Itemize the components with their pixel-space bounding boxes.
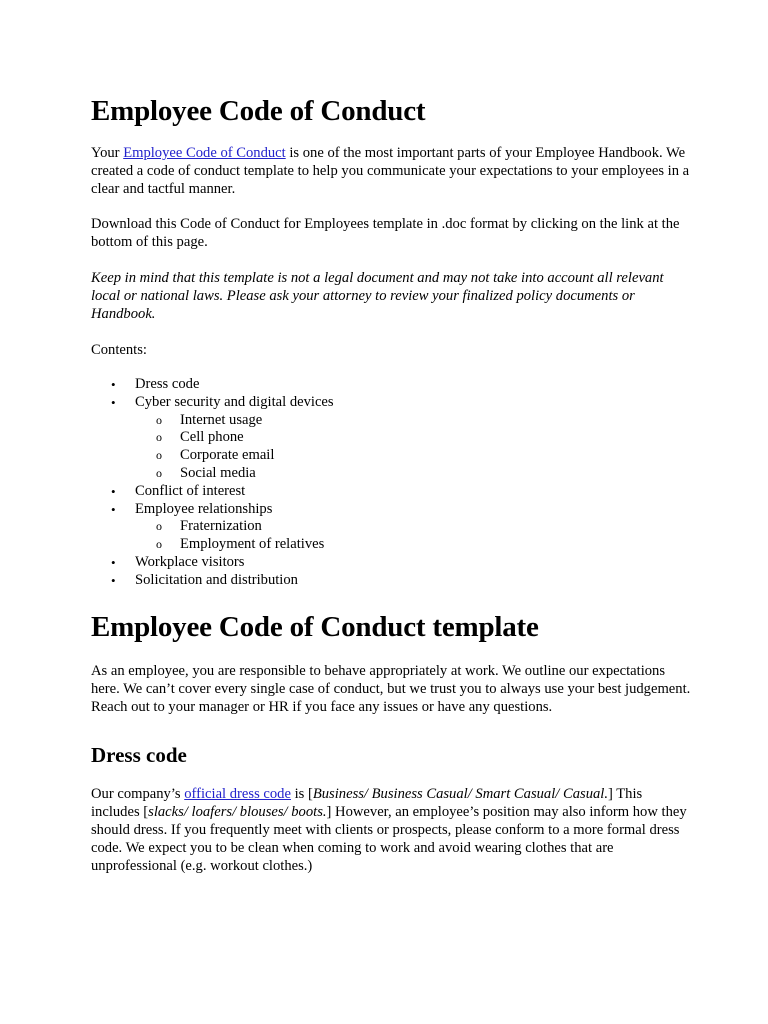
contents-item [91, 554, 691, 572]
contents-item-label: Conflict of interest [135, 482, 246, 499]
code-of-conduct-link[interactable]: Employee Code of Conduct [123, 145, 286, 161]
contents-sublist [91, 518, 691, 554]
contents-subitem-label: Social media [180, 464, 256, 481]
dress-options: Business/ Business Casual/ Smart Casual/ Casual. [312, 785, 608, 802]
bullet-icon: • [111, 501, 116, 517]
contents-sublist-wrapper [91, 518, 691, 554]
template-paragraph: As an employee, you are responsible to behave appropriately at work. We outline our expectations here. We can’t cover every single case of conduct, but we trust you to always use your best judgement. Reach out to your manager or HR if you face any issues or have any questions. [91, 662, 691, 715]
contents-label: Contents: [91, 342, 147, 358]
contents-subitem [91, 518, 691, 536]
contents-sublist [91, 412, 691, 483]
contents-item-label: Dress code [135, 376, 200, 392]
circle-bullet-icon: o [156, 412, 162, 427]
download-paragraph: Download this Code of Conduct for Employees template in .doc format by clicking on the link at the bottom of this page. [91, 216, 680, 250]
contents-subitem [91, 447, 691, 465]
contents-subitem-label: Fraternization [180, 518, 262, 535]
contents-item [91, 376, 691, 394]
dress-examples: slacks/ loafers/ blouses/ boots. [148, 803, 327, 820]
bullet-icon: • [111, 572, 116, 588]
contents-subitem-label: Internet usage [180, 411, 263, 428]
circle-bullet-icon: o [156, 430, 162, 445]
circle-bullet-icon: o [156, 465, 162, 480]
disclaimer-paragraph [91, 269, 691, 323]
contents-subitem [91, 429, 691, 447]
contents-subitem [91, 412, 691, 430]
template-heading: Employee Code of Conduct template [91, 610, 539, 643]
circle-bullet-icon: o [156, 519, 162, 534]
contents-subitem-label: Cell phone [180, 429, 244, 446]
intro-text-end: is one of the most important parts of your Employee Handbook. We created a code of conduct template to help you communicate your expectations to your employees in a clear and tactful manner. [91, 145, 690, 197]
contents-subitem-label: Employment of relatives [180, 536, 325, 553]
contents-item [91, 501, 691, 519]
document-page [91, 94, 691, 875]
contents-subitem [91, 465, 691, 483]
bullet-icon: • [111, 394, 116, 410]
contents-item-label: Workplace visitors [135, 553, 245, 570]
bullet-icon: • [111, 554, 116, 570]
bullet-icon: • [111, 377, 116, 392]
contents-item-label: Employee relationships [135, 500, 273, 517]
dress-code-heading: Dress code [91, 742, 187, 767]
dress-text-2: is [ [290, 785, 313, 802]
contents-item [91, 394, 691, 412]
contents-list [91, 376, 691, 590]
contents-item-label: Cyber security and digital devices [135, 393, 334, 410]
contents-item [91, 483, 691, 501]
dress-text-3: ] This includes [ [91, 785, 643, 820]
intro-paragraph [91, 144, 691, 198]
disclaimer-text: Keep in mind that this template is not a legal document and may not take into account all relevant local or national laws. Please ask your attorney to review your finalized policy documents or Handbook. [91, 270, 664, 322]
dress-text-4: ] However, an employee’s position may also inform how they should dress. If you frequently meet with clients or prospects, please conform to a more formal dress code. We expect you to be clean when coming to work and avoid wearing clothes that are unprofessional (e.g. workout clothes.) [91, 803, 687, 874]
contents-sublist-wrapper [91, 412, 691, 483]
page-title: Employee Code of Conduct [91, 95, 426, 127]
contents-item-label: Solicitation and distribution [135, 571, 298, 588]
dress-code-paragraph [91, 785, 691, 875]
official-dress-code-link[interactable]: official dress code [184, 785, 291, 802]
circle-bullet-icon: o [156, 448, 162, 463]
contents-subitem [91, 536, 691, 554]
circle-bullet-icon: o [156, 537, 162, 552]
contents-subitem-label: Corporate email [180, 447, 275, 464]
dress-text-1: Our company’s [91, 785, 185, 802]
bullet-icon: • [111, 483, 116, 499]
contents-item [91, 572, 691, 590]
intro-text-start: Your [91, 145, 124, 161]
